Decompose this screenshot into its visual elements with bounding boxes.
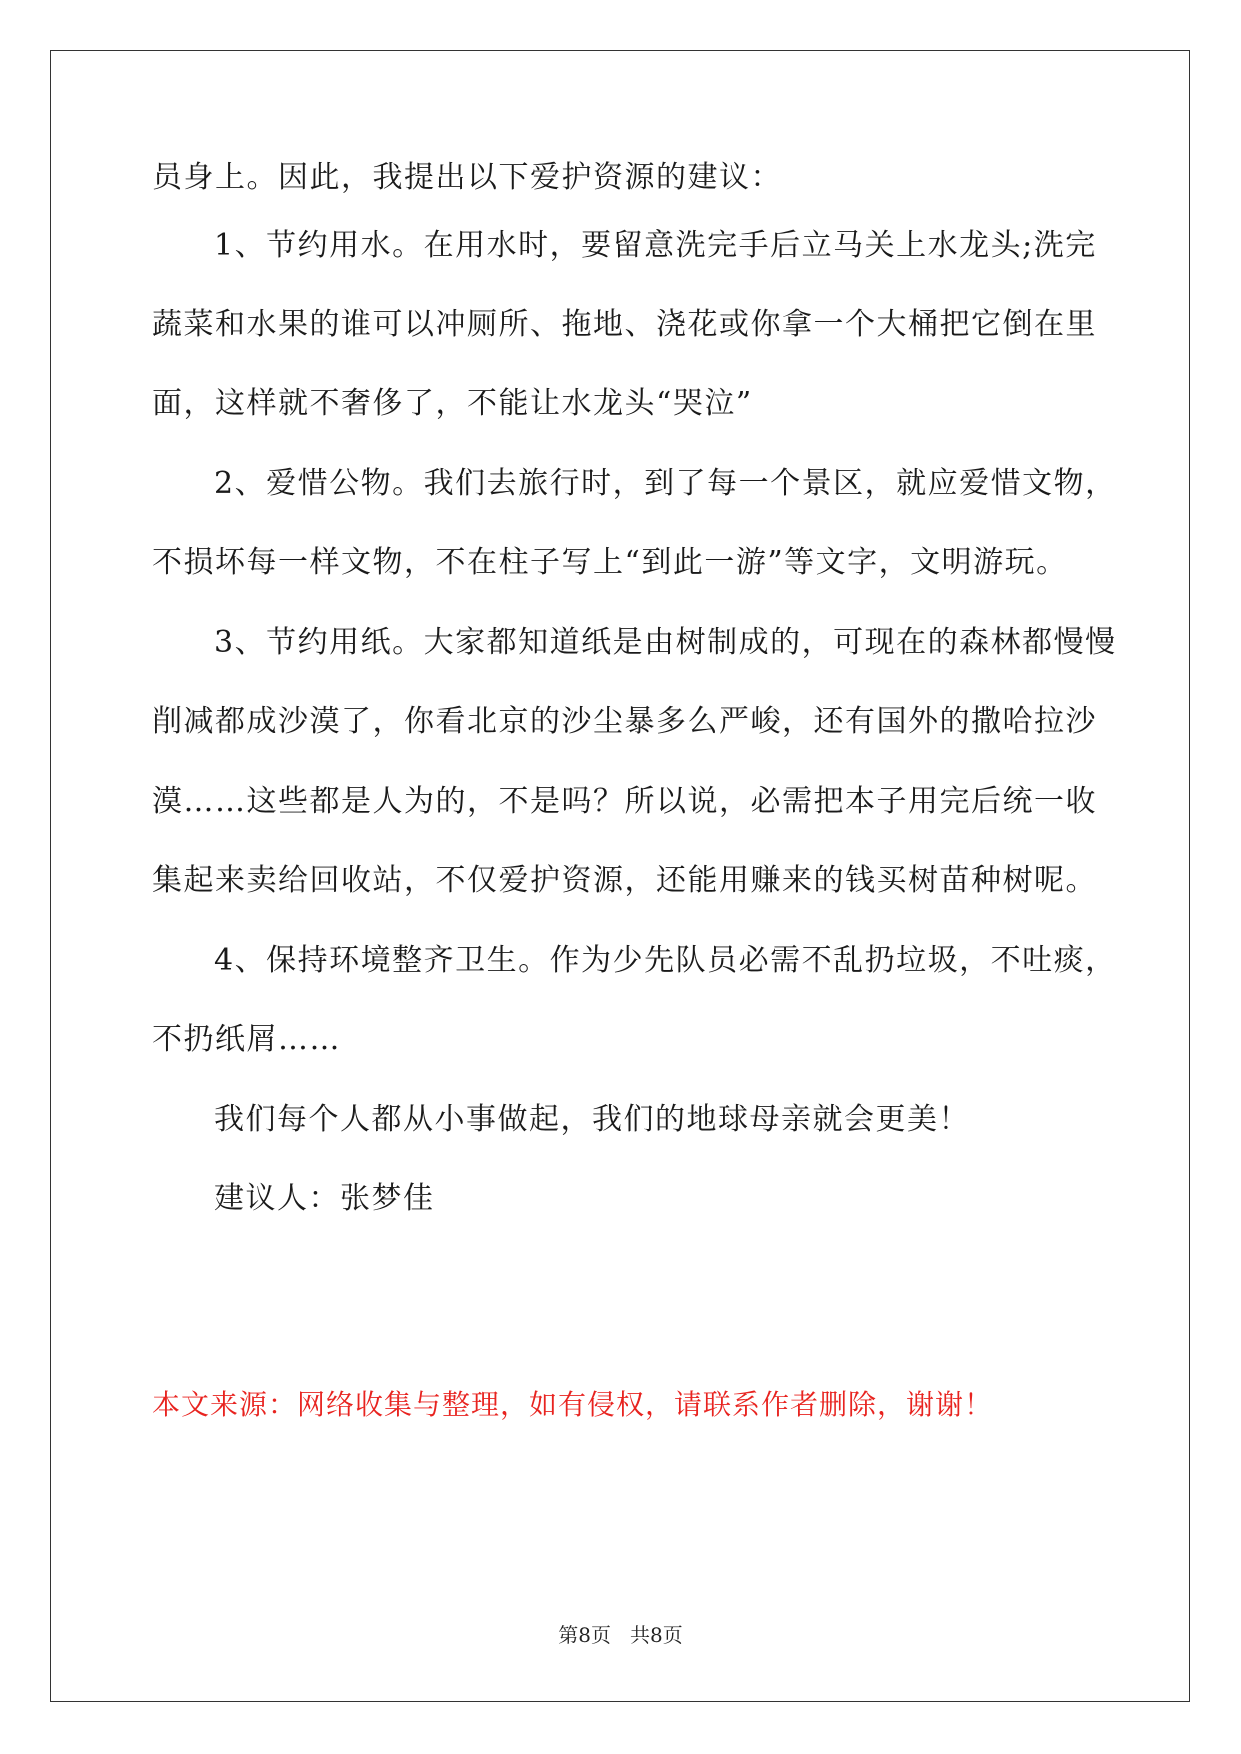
text-line: 不损坏每一样文物，不在柱子写上“到此一游”等文字，文明游玩。 [152,545,1068,580]
signature-line: 建议人：张梦佳 [214,1181,435,1216]
text-line: 2、爱惜公物。我们去旅行时，到了每一个景区，就应爱惜文物， [214,466,1117,501]
text-line: 我们每个人都从小事做起，我们的地球母亲就会更美！ [214,1102,970,1137]
text-line: 漠……这些都是人为的，不是吗？所以说，必需把本子用完后统一收 [152,784,1097,819]
text-line: 1、节约用水。在用水时，要留意洗完手后立马关上水龙头;洗完 [214,228,1097,263]
text-line: 不扔纸屑…… [152,1022,341,1057]
source-note: 本文来源：网络收集与整理，如有侵权，请联系作者删除，谢谢！ [152,1388,994,1421]
page-number: 第8页 [558,1623,611,1647]
text-line: 集起来卖给回收站，不仅爱护资源，还能用赚来的钱买树苗种树呢。 [152,863,1097,898]
text-line: 员身上。因此，我提出以下爱护资源的建议： [152,160,782,195]
page-total: 共8页 [630,1623,683,1647]
text-line: 4、保持环境整齐卫生。作为少先队员必需不乱扔垃圾，不吐痰， [214,943,1117,978]
text-line: 蔬菜和水果的谁可以冲厕所、拖地、浇花或你拿一个大桶把它倒在里 [152,307,1097,342]
text-line: 削减都成沙漠了，你看北京的沙尘暴多么严峻，还有国外的撒哈拉沙 [152,704,1097,739]
page-footer [0,1621,1241,1649]
text-line: 3、节约用纸。大家都知道纸是由树制成的，可现在的森林都慢慢 [214,625,1117,660]
text-line: 面，这样就不奢侈了，不能让水龙头“哭泣” [152,386,753,421]
